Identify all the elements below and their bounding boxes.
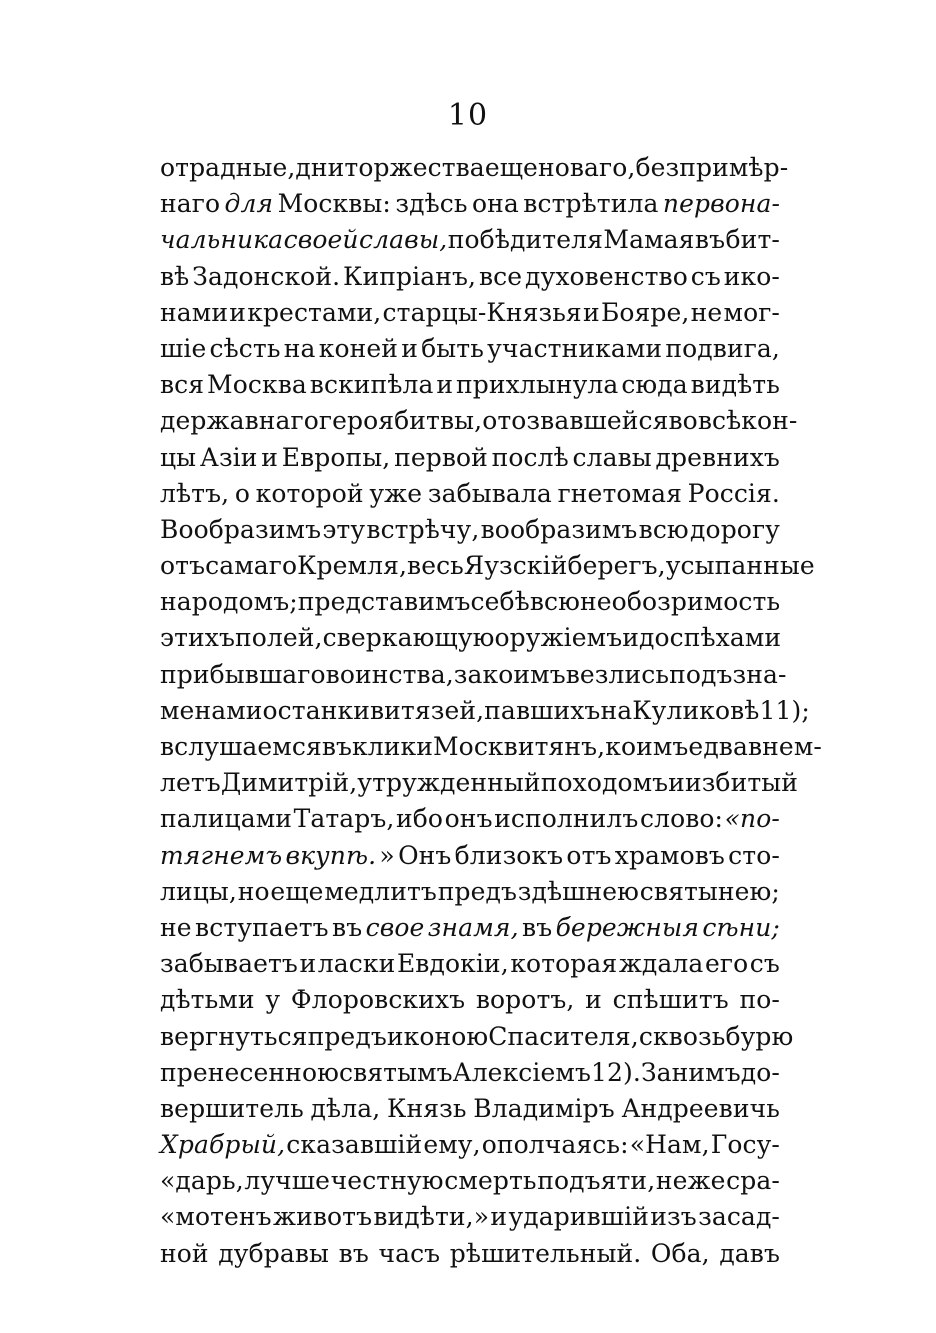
word: Куликовѣ [632,695,760,725]
word: отрадные, [160,153,296,182]
word: Князь [387,1093,467,1123]
text-line [160,331,780,367]
text-line [160,801,780,837]
word: спѣшитъ [612,985,729,1015]
word: святынею; [639,876,780,906]
word: во [668,406,698,436]
word: которой [255,478,364,508]
word: Москвы: [277,189,391,219]
word: и [229,297,247,327]
word: лучше [244,1166,331,1196]
word: «дарь, [160,1166,244,1196]
word: въ [522,912,553,942]
word: гнетомая [557,478,682,508]
word: свое [365,912,425,942]
word: торжества [344,153,485,182]
word: всѣ [697,406,742,436]
word: Мамая [603,225,695,255]
word: лицы, [160,876,237,906]
word: вслушаемся [160,732,322,761]
text-line [160,186,780,222]
word: подъ [669,659,733,689]
word: безпримѣр- [635,153,789,182]
word: часъ [378,1238,441,1268]
word: воротъ, [475,985,575,1015]
word: не [690,297,723,327]
word: для [224,189,274,219]
word: себѣ [470,587,530,617]
word: о [234,478,250,508]
word: первона- [662,189,780,219]
text-line [160,838,780,874]
word: бережныя [555,912,700,942]
word: сверкающую [322,623,495,653]
word: Татаръ, [293,804,395,834]
word: Кипріанъ, [343,261,477,291]
word: Владиміръ [473,1093,615,1123]
word: сюда [621,370,688,400]
text-line [160,548,815,584]
text-line [160,982,780,1018]
word: ополчаясь: [481,1130,629,1160]
word: воинства, [325,659,454,689]
text-line [160,259,780,295]
word: которая [510,949,618,979]
word: Госу- [710,1130,780,1160]
word: съ [690,261,721,291]
word: Евдокіи, [396,949,509,979]
word: этихъ [160,623,235,653]
word: крестами, [247,297,382,327]
text-line [160,440,780,476]
word: встрѣчу, [366,514,480,544]
word: рѣшительный. [449,1238,642,1268]
word: дѣтьми [160,985,255,1015]
word: Бояре, [600,297,690,327]
word: сѣни; [702,912,780,942]
word: нимъ [671,1057,741,1087]
word: всю [638,514,689,544]
word: мог- [723,297,780,327]
word: подъяти, [537,1166,656,1196]
text-line [160,729,822,765]
word: и [261,442,279,472]
word: на [283,333,316,363]
word: отозвавшейся [482,406,669,436]
word: коней [318,333,399,363]
word: Вообразимъ [160,514,322,544]
text-line [160,1091,780,1127]
word: забывала [427,478,552,508]
word: За [640,1057,672,1087]
word: ибо [396,804,444,834]
word: дорогу [690,514,780,544]
word: оружіемъ [494,623,623,653]
word: онъ [444,804,493,834]
word: полей, [235,623,323,653]
word: побѣдителя [447,225,603,255]
body-text [160,150,822,1272]
word: зна- [732,659,787,689]
word: за [453,659,483,689]
word: честную [330,1166,444,1196]
text-line [160,1236,780,1272]
word: палицами [160,804,293,834]
word: видѣть [690,370,780,400]
text-line [160,150,789,186]
text-line [160,1019,794,1055]
word: первой [394,442,488,472]
word: и [299,949,317,979]
word: Димитрій, [220,768,358,798]
word: слово: [639,804,724,834]
word: участниками [487,333,663,363]
word: Онъ [398,840,452,870]
word: 11); [759,695,810,725]
word: святымъ [339,1057,453,1087]
word: летъ [160,768,221,798]
text-line [160,295,780,331]
word: представимъ [297,587,471,617]
word: усыпанные [665,551,815,581]
word: новаго, [537,153,636,182]
word: клики [352,732,433,761]
word: битвы, [394,406,483,436]
word: весь [407,551,464,581]
word: самаго [205,551,298,581]
word: героя [318,406,395,436]
text-line [160,910,780,946]
word: » [379,840,395,870]
word: и [436,370,454,400]
word: вершитель [160,1093,304,1123]
text-line [160,1127,780,1163]
text-line [160,765,799,801]
word: предъ [437,876,517,906]
word: цы [160,442,197,472]
word: въ [694,225,726,255]
word: медлитъ [324,876,437,906]
word: въ [332,912,363,942]
word: и [668,768,685,798]
word: иконою [386,1021,489,1051]
word: Азіи [199,442,258,472]
text-line [160,1163,780,1199]
word: у [265,985,281,1015]
word: и [401,333,418,363]
word: Москвитянъ, [432,732,606,761]
word: и [490,1202,508,1232]
word: ему, [423,1130,481,1160]
word: дѣла, [310,1093,381,1123]
word: и [585,985,602,1015]
word: коимъ [605,732,689,761]
word: неже [655,1166,726,1196]
word: его [704,949,749,979]
word: избитый [684,768,799,798]
word: бурю [725,1021,794,1051]
word: Европы, [281,442,391,472]
word: видѣти,» [373,1202,490,1232]
word: забываетъ [160,949,298,979]
text-line [160,403,798,439]
word: ударившій [508,1202,650,1232]
word: кон- [741,406,798,436]
word: Москва [207,370,307,400]
word: изъ [650,1202,697,1232]
word: животъ [272,1202,373,1232]
word: и [582,297,600,327]
word: чальника [160,225,284,255]
word: все [478,261,523,291]
word: вергнуться [160,1021,308,1051]
word: наго [160,189,221,219]
word: послѣ [491,442,569,472]
text-line [160,1055,780,1091]
word: сквозь [638,1021,726,1051]
word: сказавшій [286,1130,423,1160]
word: Андреевичь [621,1093,780,1123]
word: Задонской. [192,261,341,291]
word: своей [283,225,359,255]
word: не [160,912,192,942]
text-line [160,367,780,403]
word: вкупѣ. [285,840,377,870]
word: духовенство [525,261,688,291]
word: народомъ; [160,587,298,617]
word: старцы-Князья [382,297,582,327]
word: «по- [724,804,780,834]
text-line [160,874,780,910]
word: еще [484,153,538,182]
word: менами [160,695,263,725]
word: уже [369,478,423,508]
word: отъ [160,551,206,581]
word: тягнемъ [160,840,283,870]
text-line [160,512,780,548]
word: дубравы [218,1238,330,1268]
word: вся [160,370,205,400]
word: внем- [748,732,822,761]
word: «Нам, [629,1130,710,1160]
word: она [471,189,519,219]
word: засад- [698,1202,780,1232]
word: и [622,623,639,653]
word: быть [421,333,484,363]
word: по- [739,985,780,1015]
word: вѣ [160,261,190,291]
word: Оба, [650,1238,710,1268]
text-line [160,1199,780,1235]
word: всю [529,587,581,617]
word: но [237,876,270,906]
word: Спасителя, [488,1021,639,1051]
word: эту [322,514,366,544]
word: ной [160,1238,209,1268]
word: славы, [359,225,448,255]
word: берегъ, [567,551,666,581]
word: здѣшнею [517,876,640,906]
text-line [160,584,780,620]
text-line [160,620,780,656]
text-line [160,657,787,693]
word: вообразимъ [480,514,638,544]
word: Флоровскихъ [290,985,466,1015]
word: ико- [723,261,780,291]
word: нами [160,297,229,327]
word: древнихъ [655,442,780,472]
word: Россія. [687,478,780,508]
word: храмовъ [614,840,725,870]
word: встрѣтила [523,189,659,219]
word: подвига, [665,333,780,363]
word: необозримость [580,587,781,617]
word: еще [270,876,324,906]
word: давъ [719,1238,780,1268]
word: въ [338,1238,369,1268]
word: везлись [565,659,670,689]
text-line [160,946,780,982]
word: въ [321,732,353,761]
word: отъ [566,840,612,870]
word: утружденный [357,768,541,798]
word: походомъ [540,768,669,798]
word: сто- [728,840,780,870]
word: державнаго [160,406,319,436]
word: коимъ [482,659,566,689]
word: сѣсть [209,333,281,363]
word: Храбрый, [160,1130,286,1160]
word: лѣтъ, [160,478,230,508]
word: Алексіемъ [452,1057,591,1087]
text-line [160,476,780,512]
word: сра- [726,1166,780,1196]
word: пренесенною [160,1057,339,1087]
word: Кремля, [297,551,408,581]
word: исполнилъ [494,804,639,834]
word: 12). [590,1057,641,1087]
word: витязей, [369,695,485,725]
word: прибывшаго [160,659,326,689]
word: бит- [725,225,780,255]
word: славы [572,442,652,472]
word: «мотенъ [160,1202,272,1232]
word: Яузскій [463,551,568,581]
text-line [160,693,810,729]
word: вступаетъ [195,912,329,942]
word: павшихъ [484,695,601,725]
page-number: 10 [447,98,489,133]
word: съ [749,949,780,979]
word: едва [688,732,748,761]
word: близокъ [454,840,564,870]
word: останки [262,695,370,725]
word: вскипѣла [309,370,434,400]
word: смерть [444,1166,537,1196]
word: до- [740,1057,780,1087]
word: ждала [618,949,704,979]
word: прихлынула [456,370,619,400]
word: здѣсь [395,189,468,219]
word: на [600,695,633,725]
word: дни [295,153,345,182]
word: ласки [317,949,396,979]
word: шіе [160,333,207,363]
word: знамя, [427,912,519,942]
word: предъ [307,1021,387,1051]
word: доспѣхами [638,623,782,653]
text-line [160,222,780,258]
